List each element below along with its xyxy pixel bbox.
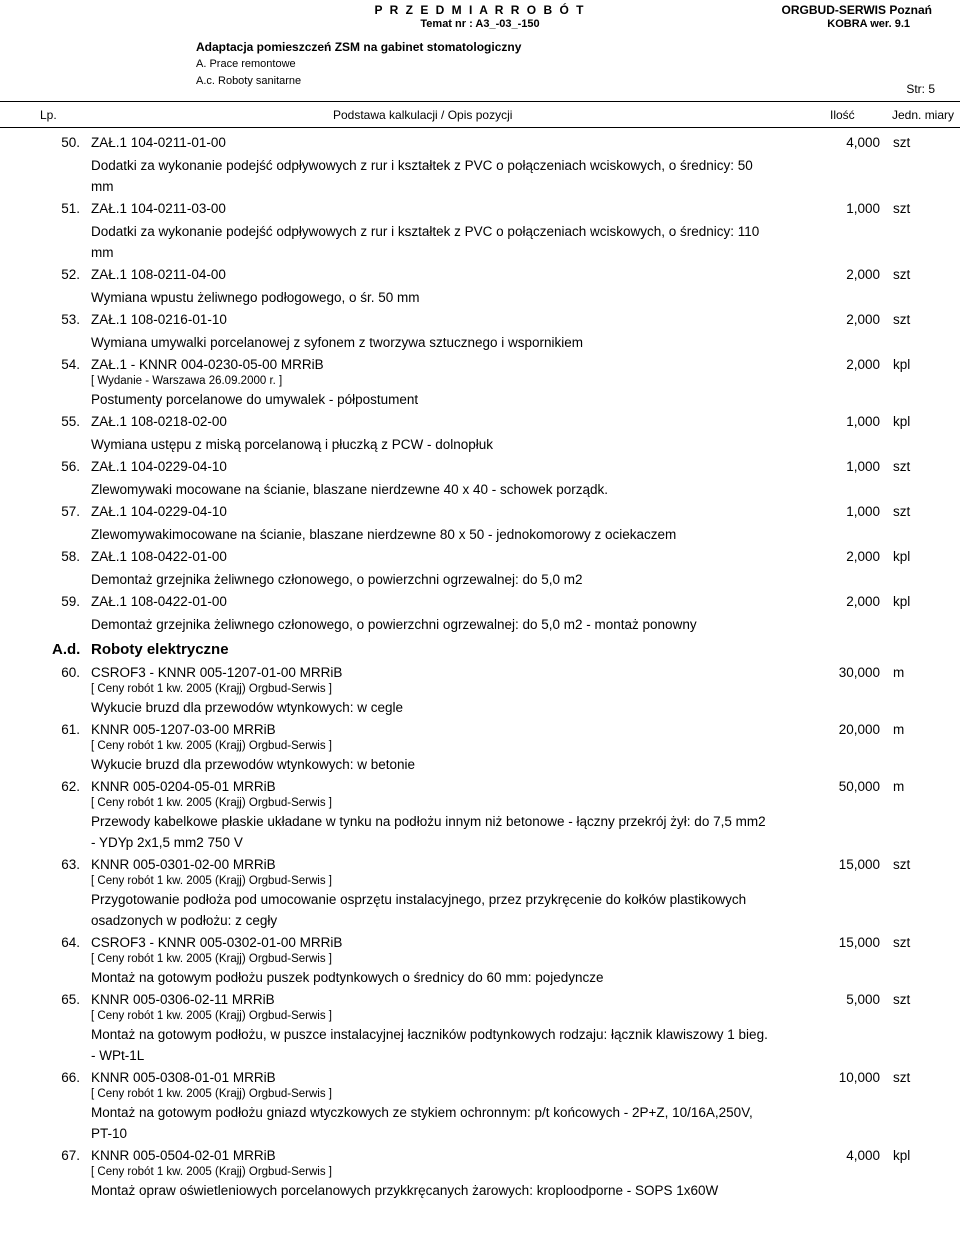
item-number: 60.	[61, 665, 80, 680]
items-list	[0, 133, 960, 1203]
item-number: 63.	[61, 857, 80, 872]
item-quantity: 15,000	[838, 935, 880, 950]
item-basis: ZAŁ.1 108-0211-04-00	[91, 267, 226, 282]
item-number: 51.	[61, 201, 80, 216]
item-description: Postumenty porcelanowe do umywalek - półpostument	[91, 392, 419, 407]
item-header-line	[0, 663, 960, 685]
item-basis: ZAŁ.1 108-0216-01-10	[91, 312, 227, 327]
item-basis: ZAŁ.1 104-0211-03-00	[91, 201, 226, 216]
list-item	[0, 355, 960, 412]
section-heading	[0, 637, 960, 663]
item-number: 53.	[61, 312, 80, 327]
item-number: 57.	[61, 504, 80, 519]
item-unit: m	[893, 665, 905, 680]
column-header-bar	[0, 101, 960, 128]
item-unit: kpl	[893, 594, 911, 609]
item-source: [ Ceny robót 1 kw. 2005 (Krajj) Orgbud-Serwis ]	[91, 683, 332, 695]
item-source: [ Ceny robót 1 kw. 2005 (Krajj) Orgbud-Serwis ]	[91, 953, 332, 965]
list-item	[0, 502, 960, 547]
item-description: Wykucie bruzd dla przewodów wtynkowych: w cegle	[91, 700, 404, 715]
item-basis: ZAŁ.1 104-0211-01-00	[91, 135, 226, 150]
item-quantity: 50,000	[838, 779, 880, 794]
item-number: 54.	[61, 357, 80, 372]
item-source: [ Ceny robót 1 kw. 2005 (Krajj) Orgbud-Serwis ]	[91, 1088, 332, 1100]
item-quantity: 1,000	[846, 414, 880, 429]
item-quantity: 30,000	[838, 665, 880, 680]
item-description: Dodatki za wykonanie podejść odpływowych z rur i kształtek z PVC o połączeniach wciskowych, o średnicy: 50 mm	[91, 158, 753, 194]
list-item	[0, 720, 960, 777]
item-number: 66.	[61, 1070, 80, 1085]
doc-title: P R Z E D M I A R R O B Ó T	[374, 3, 586, 17]
item-description: Montaż na gotowym podłożu, w puszce instalacyjnej łaczników podtynkowych rodzaju: łącznik klawiszowy 1 bieg. - WPt-1L	[91, 1027, 768, 1063]
item-description: Montaż opraw oświetleniowych porcelanowych przykkręcanych żarowych: kroploodporne - SOPS 1x60W	[91, 1183, 719, 1198]
item-basis: KNNR 005-0306-02-11 MRRiB	[91, 992, 275, 1007]
item-description: Wymiana umywalki porcelanowej z syfonem z tworzywa sztucznego i wspornikiem	[91, 335, 584, 350]
item-number: 61.	[61, 722, 80, 737]
item-unit: szt	[893, 504, 911, 519]
list-item	[0, 199, 960, 265]
item-description: Dodatki za wykonanie podejść odpływowych z rur i kształtek z PVC o połączeniach wciskowych, o średnicy: 110 mm	[91, 224, 760, 260]
item-quantity: 2,000	[846, 549, 880, 564]
list-item	[0, 457, 960, 502]
item-basis: KNNR 005-0308-01-01 MRRiB	[91, 1070, 276, 1085]
item-basis: KNNR 005-0204-05-01 MRRiB	[91, 779, 276, 794]
item-header-line	[0, 777, 960, 799]
list-item	[0, 933, 960, 990]
item-header-line	[0, 355, 960, 377]
item-header-line	[0, 547, 960, 569]
item-description: Wymiana ustępu z miską porcelanową i płuczką z PCW - dolnopłuk	[91, 437, 494, 452]
list-item	[0, 855, 960, 933]
item-header-line	[0, 592, 960, 614]
section-ac: A.c. Roboty sanitarne	[196, 75, 302, 87]
item-unit: szt	[893, 312, 911, 327]
item-description: Wymiana wpustu żeliwnego podłogowego, o śr. 50 mm	[91, 290, 420, 305]
item-header-line	[0, 502, 960, 524]
page-number: Str: 5	[906, 82, 935, 96]
item-basis: ZAŁ.1 108-0422-01-00	[91, 549, 227, 564]
item-unit: m	[893, 722, 905, 737]
item-unit: szt	[893, 459, 911, 474]
list-item	[0, 310, 960, 355]
item-quantity: 4,000	[846, 135, 880, 150]
item-number: 58.	[61, 549, 80, 564]
item-description: Montaż na gotowym podłożu puszek podtynkowych o średnicy do 60 mm: pojedyncze	[91, 970, 604, 985]
item-number: 65.	[61, 992, 80, 1007]
list-item	[0, 412, 960, 457]
item-quantity: 2,000	[846, 312, 880, 327]
list-item	[0, 1068, 960, 1146]
item-basis: CSROF3 - KNNR 005-0302-01-00 MRRiB	[91, 935, 343, 950]
col-lp: Lp.	[40, 108, 57, 122]
item-basis: ZAŁ.1 108-0218-02-00	[91, 414, 227, 429]
col-unit: Jedn. miary	[892, 108, 955, 122]
item-quantity: 4,000	[846, 1148, 880, 1163]
item-number: 50.	[61, 135, 80, 150]
item-number: 67.	[61, 1148, 80, 1163]
item-number: 59.	[61, 594, 80, 609]
item-source: [ Ceny robót 1 kw. 2005 (Krajj) Orgbud-Serwis ]	[91, 875, 332, 887]
item-unit: szt	[893, 1070, 911, 1085]
item-quantity: 10,000	[838, 1070, 880, 1085]
item-quantity: 1,000	[846, 504, 880, 519]
item-unit: szt	[893, 201, 911, 216]
item-source: [ Ceny robót 1 kw. 2005 (Krajj) Orgbud-Serwis ]	[91, 797, 332, 809]
item-description: Montaż na gotowym podłożu gniazd wtyczkowych ze stykiem ochronnym: p/t końcowych - 2P+Z, 10/16A,250V, PT-10	[91, 1105, 753, 1141]
item-header-line	[0, 133, 960, 155]
item-header-line	[0, 933, 960, 955]
section-id: A.d.	[52, 641, 81, 658]
item-basis: ZAŁ.1 108-0422-01-00	[91, 594, 227, 609]
company-name: ORGBUD-SERWIS Poznań	[781, 3, 932, 17]
item-description: Przygotowanie podłoża pod umocowanie osprzętu instalacyjnego, przez przykręcenie do kołków plastikowych osadzonych w podłożu: z cegły	[91, 892, 747, 928]
item-header-line	[0, 199, 960, 221]
item-quantity: 1,000	[846, 459, 880, 474]
item-quantity: 5,000	[846, 992, 880, 1007]
item-description: Zlewomywaki mocowane na ścianie, blaszane nierdzewne 40 x 40 - schowek porządk.	[91, 482, 609, 497]
list-item	[0, 547, 960, 592]
item-header-line	[0, 1068, 960, 1090]
item-unit: szt	[893, 992, 911, 1007]
item-basis: ZAŁ.1 104-0229-04-10	[91, 459, 227, 474]
item-description: Zlewomywakimocowane na ścianie, blaszane nierdzewne 80 x 50 - jednokomorowy z ociekaczem	[91, 527, 677, 542]
item-unit: kpl	[893, 357, 911, 372]
item-unit: szt	[893, 935, 911, 950]
item-quantity: 2,000	[846, 267, 880, 282]
list-item	[0, 777, 960, 855]
list-item	[0, 133, 960, 199]
item-header-line	[0, 1146, 960, 1168]
section-title: Roboty elektryczne	[91, 641, 229, 658]
item-quantity: 20,000	[838, 722, 880, 737]
item-unit: kpl	[893, 414, 911, 429]
list-item	[0, 592, 960, 637]
item-quantity: 2,000	[846, 594, 880, 609]
item-number: 62.	[61, 779, 80, 794]
item-unit: szt	[893, 135, 911, 150]
item-quantity: 1,000	[846, 201, 880, 216]
item-quantity: 2,000	[846, 357, 880, 372]
item-number: 52.	[61, 267, 80, 282]
item-source: [ Ceny robót 1 kw. 2005 (Krajj) Orgbud-Serwis ]	[91, 1010, 332, 1022]
col-qty: Ilość	[830, 108, 855, 122]
item-unit: m	[893, 779, 905, 794]
item-basis: KNNR 005-0504-02-01 MRRiB	[91, 1148, 276, 1163]
item-unit: kpl	[893, 1148, 911, 1163]
item-basis: KNNR 005-0301-02-00 MRRiB	[91, 857, 276, 872]
item-source: [ Ceny robót 1 kw. 2005 (Krajj) Orgbud-Serwis ]	[91, 740, 332, 752]
item-unit: szt	[893, 267, 911, 282]
item-header-line	[0, 990, 960, 1012]
software-version: KOBRA wer. 9.1	[827, 18, 910, 30]
item-description: Demontaż grzejnika żeliwnego członowego, o powierzchni ogrzewalnej: do 5,0 m2 - montaż ponowny	[91, 617, 697, 632]
item-number: 56.	[61, 459, 80, 474]
item-unit: szt	[893, 857, 911, 872]
item-header-line	[0, 412, 960, 434]
item-basis: ZAŁ.1 - KNNR 004-0230-05-00 MRRiB	[91, 357, 324, 372]
list-item	[0, 990, 960, 1068]
item-header-line	[0, 457, 960, 479]
item-source: [ Ceny robót 1 kw. 2005 (Krajj) Orgbud-Serwis ]	[91, 1166, 332, 1178]
project-name: Adaptacja pomieszczeń ZSM na gabinet stomatologiczny	[196, 40, 522, 54]
item-description: Demontaż grzejnika żeliwnego członowego, o powierzchni ogrzewalnej: do 5,0 m2	[91, 572, 583, 587]
item-description: Wykucie bruzd dla przewodów wtynkowych: w betonie	[91, 757, 416, 772]
item-header-line	[0, 720, 960, 742]
item-header-line	[0, 265, 960, 287]
item-unit: kpl	[893, 549, 911, 564]
section-a: A. Prace remontowe	[196, 58, 296, 70]
topic-number: Temat nr : A3_-03_-150	[420, 18, 540, 30]
list-item	[0, 663, 960, 720]
item-quantity: 15,000	[838, 857, 880, 872]
item-header-line	[0, 310, 960, 332]
list-item	[0, 265, 960, 310]
item-source: [ Wydanie - Warszawa 26.09.2000 r. ]	[91, 375, 283, 387]
item-description: Przewody kabelkowe płaskie układane w tynku na podłożu innym niż betonowe - łączny przekrój żył: do 7,5 mm2 - YDYp 2x1,5 mm2 750 V	[91, 814, 766, 850]
item-number: 64.	[61, 935, 80, 950]
item-basis: CSROF3 - KNNR 005-1207-01-00 MRRiB	[91, 665, 343, 680]
item-header-line	[0, 855, 960, 877]
item-basis: ZAŁ.1 104-0229-04-10	[91, 504, 227, 519]
col-basis: Podstawa kalkulacji / Opis pozycji	[333, 108, 513, 122]
item-basis: KNNR 005-1207-03-00 MRRiB	[91, 722, 276, 737]
list-item	[0, 1146, 960, 1203]
item-number: 55.	[61, 414, 80, 429]
